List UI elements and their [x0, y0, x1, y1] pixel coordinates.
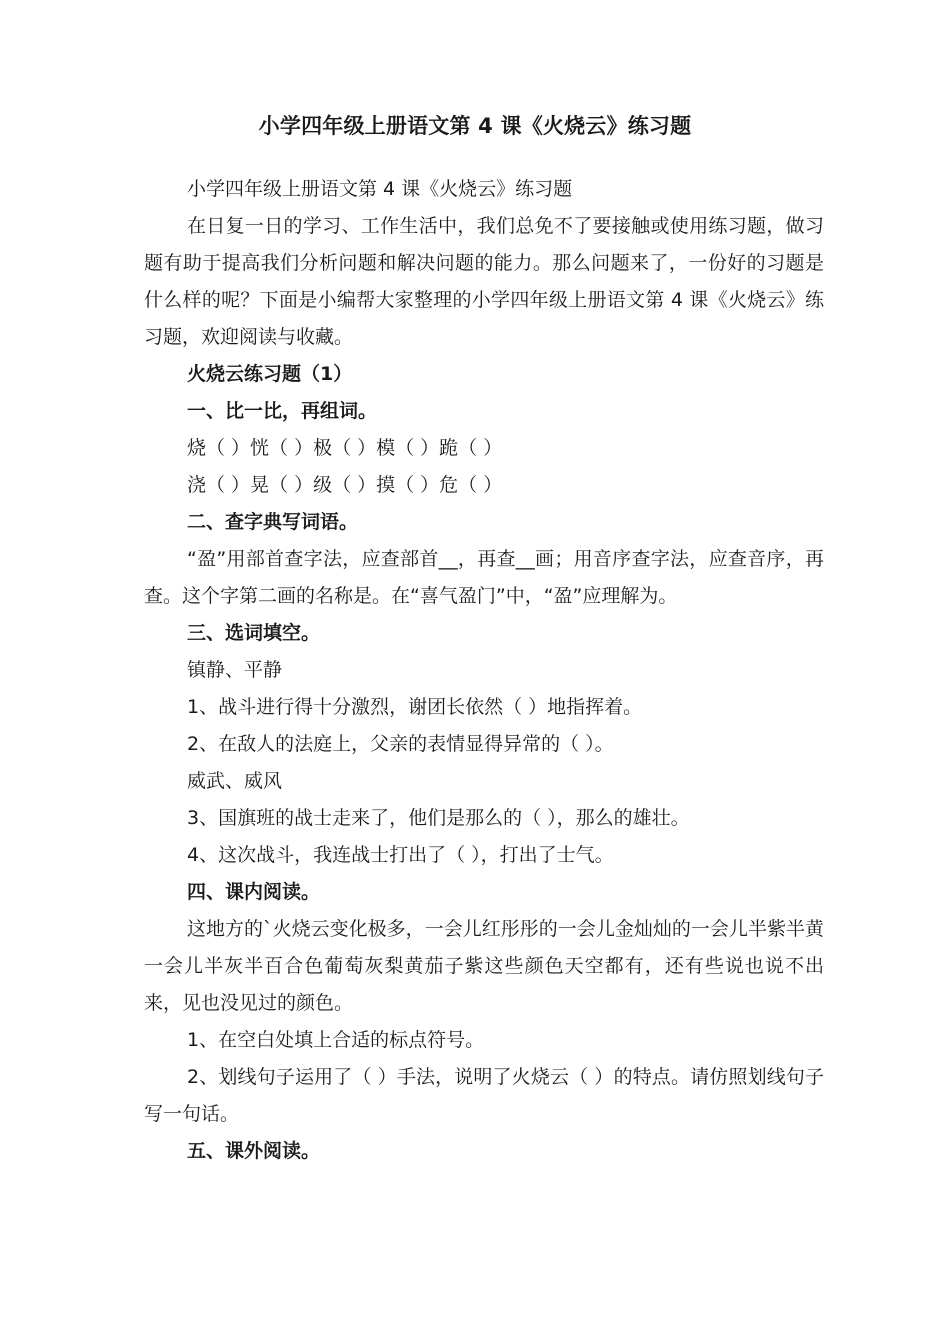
compare-row-2: 浇（ ）晃（ ）级（ ）摸（ ）危（ ） [187, 474, 503, 496]
word-choice-1: 镇静、平静 [187, 659, 283, 681]
fill-question-3: 3、国旗班的战士走来了，他们是那么的（ ），那么的雄壮。 [187, 807, 690, 829]
fill-question-4: 4、这次战斗，我连战士打出了（ ），打出了士气。 [187, 844, 614, 866]
section-heading-fill-words: 三、选词填空。 [187, 622, 321, 644]
section-heading-in-class-reading: 四、课内阅读。 [187, 881, 321, 903]
word-choice-2: 威武、威风 [187, 770, 283, 792]
reading-question-1: 1、在空白处填上合适的标点符号。 [187, 1029, 485, 1051]
reading-passage: 这地方的`火烧云变化极多，一会儿红彤彤的一会儿金灿灿的一会儿半紫半黄一会儿半灰半百合色葡萄灰梨黄茄子紫这些颜色天空都有，还有些说也说不出来，见也没见过的颜色。 [144, 918, 824, 1014]
section-heading-extra-reading: 五、课外阅读。 [187, 1140, 321, 1162]
compare-row-1: 烧（ ）恍（ ）极（ ）模（ ）跪（ ） [187, 437, 503, 459]
document-title: 小学四年级上册语文第 4 课《火烧云》练习题 [258, 114, 692, 138]
dictionary-question: “盈”用部首查字法，应查部首__，再查__画；用音序查字法，应查音序，再查。这个字第二画的名称是。在“喜气盈门”中，“盈”应理解为。 [144, 548, 824, 607]
exercise-set-heading: 火烧云练习题（1） [187, 363, 353, 385]
fill-question-1: 1、战斗进行得十分激烈，谢团长依然（ ）地指挥着。 [187, 696, 643, 718]
reading-question-2: 2、划线句子运用了（ ）手法，说明了火烧云（ ）的特点。请仿照划线句子写一句话。 [144, 1066, 824, 1125]
fill-question-2: 2、在敌人的法庭上，父亲的表情显得异常的（ ）。 [187, 733, 614, 755]
section-heading-dictionary: 二、查字典写词语。 [187, 511, 359, 533]
subtitle-paragraph: 小学四年级上册语文第 4 课《火烧云》练习题 [187, 178, 573, 200]
intro-paragraph: 在日复一日的学习、工作生活中，我们总免不了要接触或使用练习题，做习题有助于提高我们分析问题和解决问题的能力。那么问题来了，一份好的习题是什么样的呢？下面是小编帮大家整理的小学四年级上册语文第 4 课《火烧云》练习题，欢迎阅读与收藏。 [144, 215, 824, 348]
document-body [144, 171, 824, 1170]
section-heading-compare: 一、比一比，再组词。 [187, 400, 378, 422]
